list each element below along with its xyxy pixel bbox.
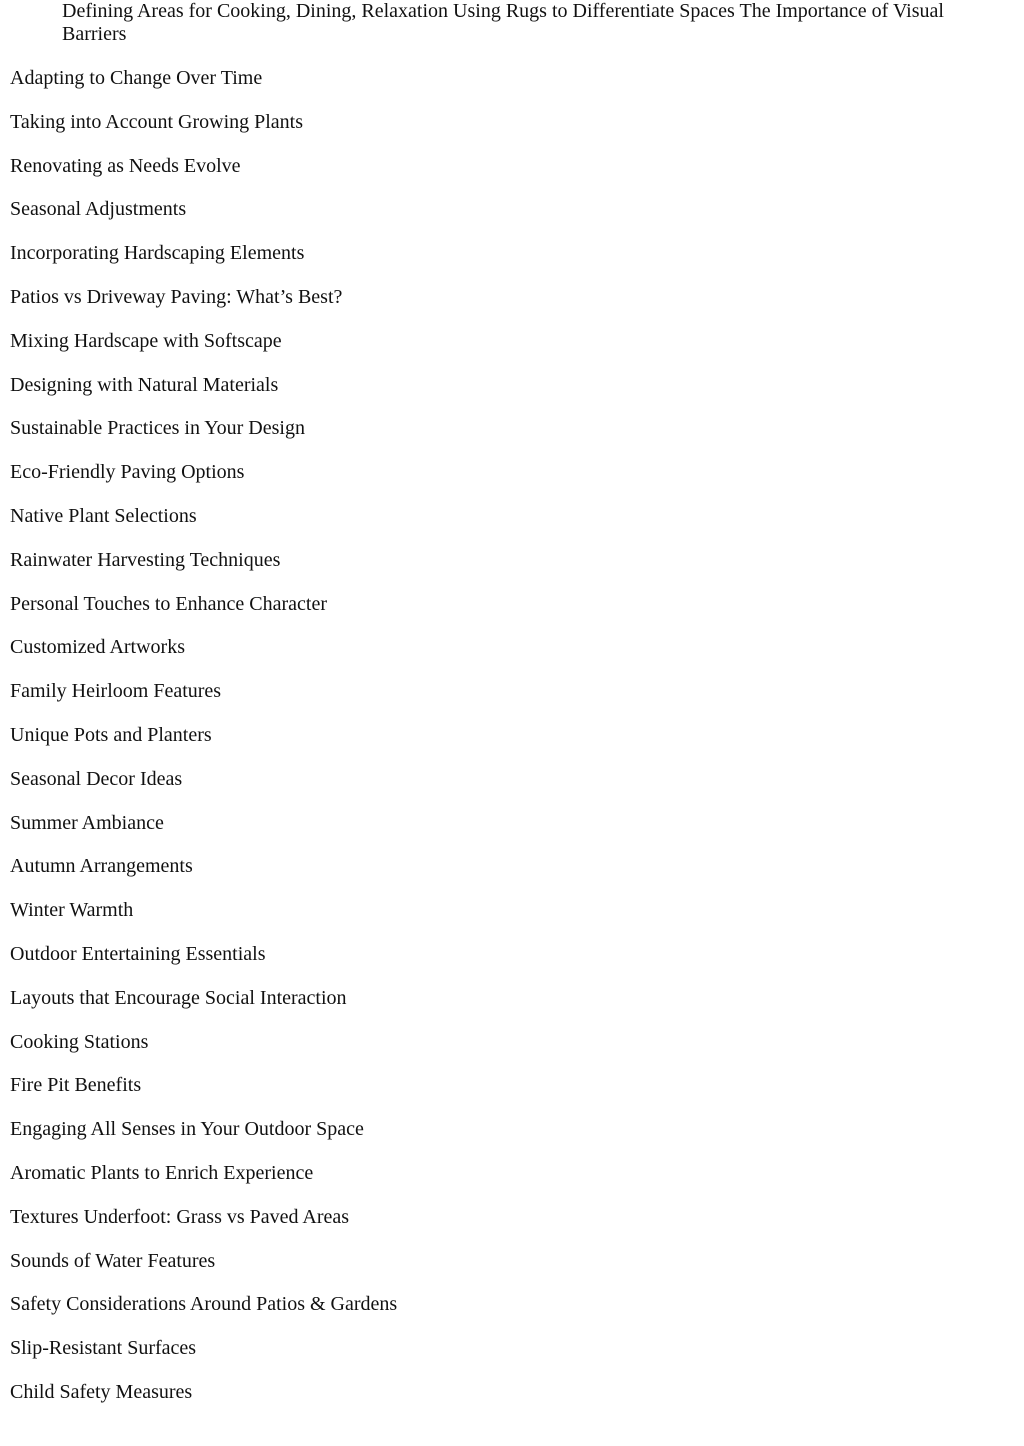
intro-text: Defining Areas for Cooking, Dining, Relaxation Using Rugs to Differentiate Spaces The Importance of Visual Barriers	[62, 0, 944, 45]
toc-item[interactable]: Cooking Stations	[10, 1030, 149, 1053]
toc-item[interactable]: Winter Warmth	[10, 899, 134, 922]
toc-item[interactable]: Patios vs Driveway Paving: What’s Best?	[10, 285, 343, 308]
toc-item[interactable]: Designing with Natural Materials	[10, 373, 279, 396]
toc-item[interactable]: Child Safety Measures	[10, 1380, 193, 1403]
toc-item[interactable]: Eco-Friendly Paving Options	[10, 461, 245, 484]
toc-item[interactable]: Seasonal Decor Ideas	[10, 767, 183, 790]
toc-item[interactable]: Safety Considerations Around Patios & Gardens	[10, 1293, 398, 1316]
table-of-contents	[10, 66, 397, 1424]
toc-item[interactable]: Engaging All Senses in Your Outdoor Space	[10, 1118, 364, 1141]
toc-item[interactable]: Layouts that Encourage Social Interaction	[10, 986, 347, 1009]
toc-item[interactable]: Native Plant Selections	[10, 504, 197, 527]
toc-item[interactable]: Seasonal Adjustments	[10, 198, 187, 221]
toc-item[interactable]: Autumn Arrangements	[10, 855, 193, 878]
toc-item[interactable]: Summer Ambiance	[10, 811, 164, 834]
toc-item[interactable]: Sustainable Practices in Your Design	[10, 417, 305, 440]
toc-item[interactable]: Unique Pots and Planters	[10, 723, 212, 746]
toc-item[interactable]: Adapting to Change Over Time	[10, 67, 263, 89]
toc-item[interactable]: Customized Artworks	[10, 636, 185, 659]
toc-item[interactable]: Taking into Account Growing Plants	[10, 110, 304, 133]
toc-item[interactable]: Textures Underfoot: Grass vs Paved Areas	[10, 1205, 350, 1228]
toc-item[interactable]: Renovating as Needs Evolve	[10, 154, 241, 177]
toc-item[interactable]: Family Heirloom Features	[10, 680, 222, 703]
toc-item[interactable]: Personal Touches to Enhance Character	[10, 592, 328, 615]
toc-item[interactable]: Rainwater Harvesting Techniques	[10, 548, 281, 571]
toc-item[interactable]: Sounds of Water Features	[10, 1249, 216, 1272]
toc-item[interactable]: Incorporating Hardscaping Elements	[10, 242, 305, 265]
toc-item[interactable]: Aromatic Plants to Enrich Experience	[10, 1161, 314, 1184]
toc-item[interactable]: Slip-Resistant Surfaces	[10, 1337, 197, 1360]
toc-item[interactable]: Mixing Hardscape with Softscape	[10, 329, 282, 352]
toc-item[interactable]: Fire Pit Benefits	[10, 1074, 142, 1097]
toc-item[interactable]: Outdoor Entertaining Essentials	[10, 942, 266, 965]
